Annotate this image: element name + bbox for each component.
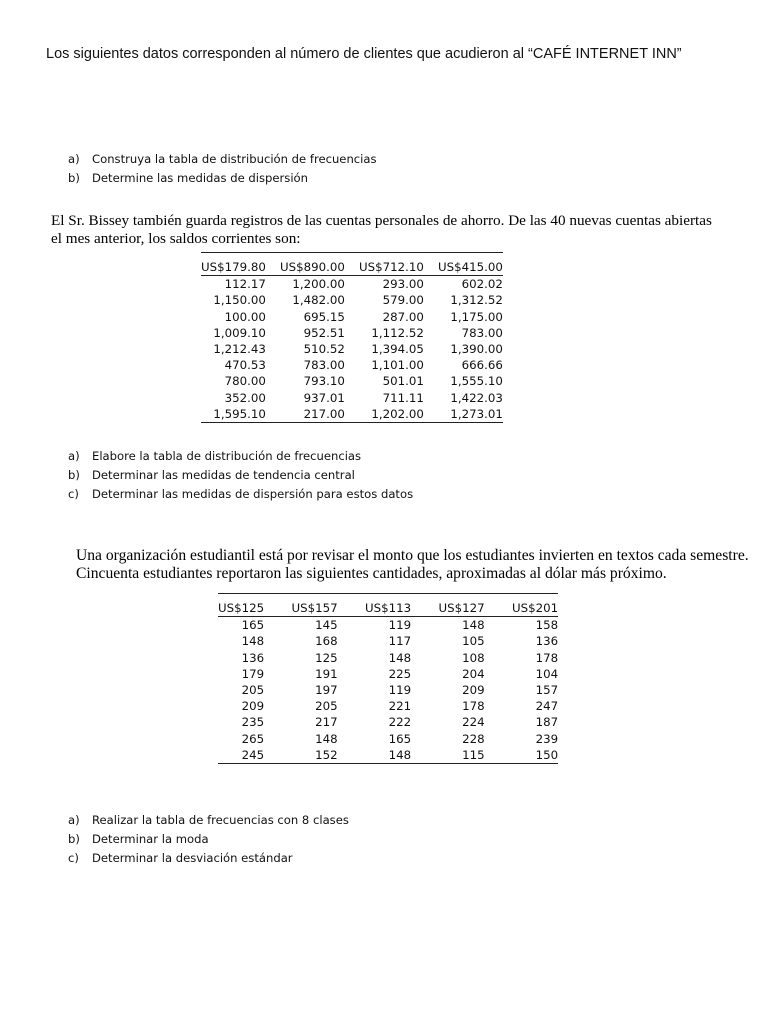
table-cell: 352.00 [224,390,266,405]
table-cell: 187 [535,715,559,730]
table-cell: 117 [388,634,412,649]
question-list-1 [68,150,377,188]
table-cell: 224 [462,715,485,730]
textbook-spending-table [218,593,558,764]
table-cell: 937.01 [303,390,345,405]
item-text: Determinar la desviación estándar [92,851,293,865]
table-cell: 178 [462,699,485,714]
header-cell: US$113 [338,594,412,617]
table-cell: 783.00 [461,325,503,340]
table-cell: 1,009.10 [213,325,266,340]
table-cell: 239 [535,731,559,746]
list-item [68,169,377,188]
intro-text: Los siguientes datos corresponden al número de clientes que acudieron al “CAFÉ INTERNET INN” [46,46,682,62]
header-cell: US$415.00 [424,253,503,276]
table-cell: 179 [241,666,265,681]
table-cell: 711.11 [382,390,424,405]
table-cell: 952.51 [303,325,345,340]
table-cell: 148 [388,650,412,665]
table-cell: 165 [241,618,265,633]
table-cell: 501.01 [382,374,424,389]
item-label: c) [68,487,79,501]
table-cell: 222 [388,715,412,730]
statement-line: el mes anterior, los saldos corrientes son: [51,230,301,247]
problem-3-statement [76,547,749,583]
question-list-2 [68,447,413,504]
table-cell: 602.02 [461,277,503,292]
table-cell: 470.53 [224,358,266,373]
table-cell: 205 [241,683,265,698]
table-cell: 293.00 [382,277,424,292]
table-cell: 235 [241,715,265,730]
header-cell: US$157 [264,594,338,617]
table-cell: 105 [462,634,485,649]
table-cell: 100.00 [224,309,266,324]
item-label: b) [68,171,80,185]
list-item [68,849,349,868]
header-cell: US$712.10 [345,253,424,276]
table-cell: 112.17 [224,277,266,292]
table-row [218,698,558,714]
table-cell: 150 [535,747,559,762]
item-label: a) [68,449,80,463]
table-cell: 225 [388,666,412,681]
table-cell: 125 [315,650,338,665]
header-cell: US$890.00 [266,253,345,276]
question-list-3 [68,811,349,868]
table-cell: 1,273.01 [450,406,503,421]
table-cell: 579.00 [382,293,424,308]
problem-2-statement [51,212,712,248]
header-cell: US$125 [218,594,264,617]
table-cell: 1,200.00 [292,277,345,292]
item-text: Construya la tabla de distribución de frecuencias [92,152,377,166]
table-cell: 1,390.00 [450,342,503,357]
table-cell: 793.10 [303,374,345,389]
table-cell: 783.00 [303,358,345,373]
table-cell: 136 [241,650,265,665]
list-item [68,811,349,830]
item-text: Determinar las medidas de tendencia central [92,468,355,482]
table-cell: 108 [462,650,485,665]
table-cell: 228 [462,731,485,746]
table-row [201,276,503,293]
table-cell: 221 [388,699,412,714]
table-cell: 1,394.05 [371,342,424,357]
table-row [201,373,503,389]
item-text: Determinar las medidas de dispersión para estos datos [92,487,414,501]
list-item [68,447,413,466]
table-row [201,390,503,406]
header-cell: US$127 [411,594,485,617]
item-label: a) [68,813,80,827]
table-cell: 1,202.00 [371,406,424,421]
table-cell: 287.00 [382,309,424,324]
table-row [218,617,558,634]
table-cell: 157 [535,683,559,698]
item-text: Determine las medidas de dispersión [92,171,308,185]
table-header-row [218,594,558,617]
table-cell: 1,482.00 [292,293,345,308]
table-cell: 191 [315,666,338,681]
table-row [218,650,558,666]
table-row [218,666,558,682]
item-label: a) [68,152,80,166]
table-row [218,714,558,730]
table-cell: 209 [462,683,485,698]
table-cell: 104 [535,666,559,681]
savings-table [201,252,503,423]
table-row [218,633,558,649]
table-cell: 666.66 [461,358,503,373]
table-cell: 148 [462,618,485,633]
table-cell: 148 [388,747,412,762]
table-cell: 119 [388,618,412,633]
table-cell: 148 [315,731,338,746]
table-cell: 1,555.10 [450,374,503,389]
item-label: b) [68,832,80,846]
table-cell: 158 [535,618,559,633]
table-cell: 205 [315,699,338,714]
table-row [201,325,503,341]
table-cell: 695.15 [303,309,345,324]
item-text: Realizar la tabla de frecuencias con 8 clases [92,813,349,827]
table-cell: 1,175.00 [450,309,503,324]
table-body [201,276,503,423]
table-cell: 148 [241,634,265,649]
item-text: Elabore la tabla de distribución de frecuencias [92,449,362,463]
table-cell: 1,422.03 [450,390,503,405]
table-row [201,292,503,308]
table-cell: 1,595.10 [213,406,266,421]
table-cell: 245 [241,747,265,762]
item-label: b) [68,468,80,482]
statement-line: El Sr. Bissey también guarda registros de las cuentas personales de ahorro. De las 40 nuevas cuentas abiertas [51,212,712,229]
table-row [218,747,558,764]
table-row [201,341,503,357]
table-cell: 178 [535,650,559,665]
table-cell: 1,112.52 [371,325,424,340]
table-cell: 197 [315,683,338,698]
header-cell: US$201 [485,594,559,617]
list-item [68,150,377,169]
table-cell: 217 [315,715,338,730]
table-cell: 115 [462,747,485,762]
table-row [201,357,503,373]
list-item [68,466,413,485]
table-cell: 780.00 [224,374,266,389]
table-cell: 136 [535,634,559,649]
table-cell: 152 [315,747,338,762]
table-row [218,731,558,747]
header-cell: US$179.80 [201,253,266,276]
table-cell: 209 [241,699,265,714]
table-cell: 510.52 [303,342,345,357]
table-row [218,682,558,698]
list-item [68,830,349,849]
item-label: c) [68,851,79,865]
table-cell: 119 [388,683,412,698]
table-cell: 265 [241,731,265,746]
statement-line: Cincuenta estudiantes reportaron las siguientes cantidades, aproximadas al dólar más próximo. [76,565,667,582]
table-cell: 165 [388,731,412,746]
table-cell: 1,212.43 [213,342,266,357]
table-cell: 204 [462,666,485,681]
table-cell: 168 [315,634,338,649]
table-body [218,617,558,764]
table-cell: 1,101.00 [371,358,424,373]
table-cell: 1,150.00 [213,293,266,308]
statement-line: Una organización estudiantil está por revisar el monto que los estudiantes invierten en textos cada semestre. [76,547,749,564]
item-text: Determinar la moda [92,832,209,846]
table-header-row [201,253,503,276]
table-cell: 247 [535,699,559,714]
table-cell: 217.00 [303,406,345,421]
table-cell: 1,312.52 [450,293,503,308]
table-row [201,406,503,423]
table-cell: 145 [315,618,338,633]
list-item [68,485,413,504]
table-row [201,309,503,325]
